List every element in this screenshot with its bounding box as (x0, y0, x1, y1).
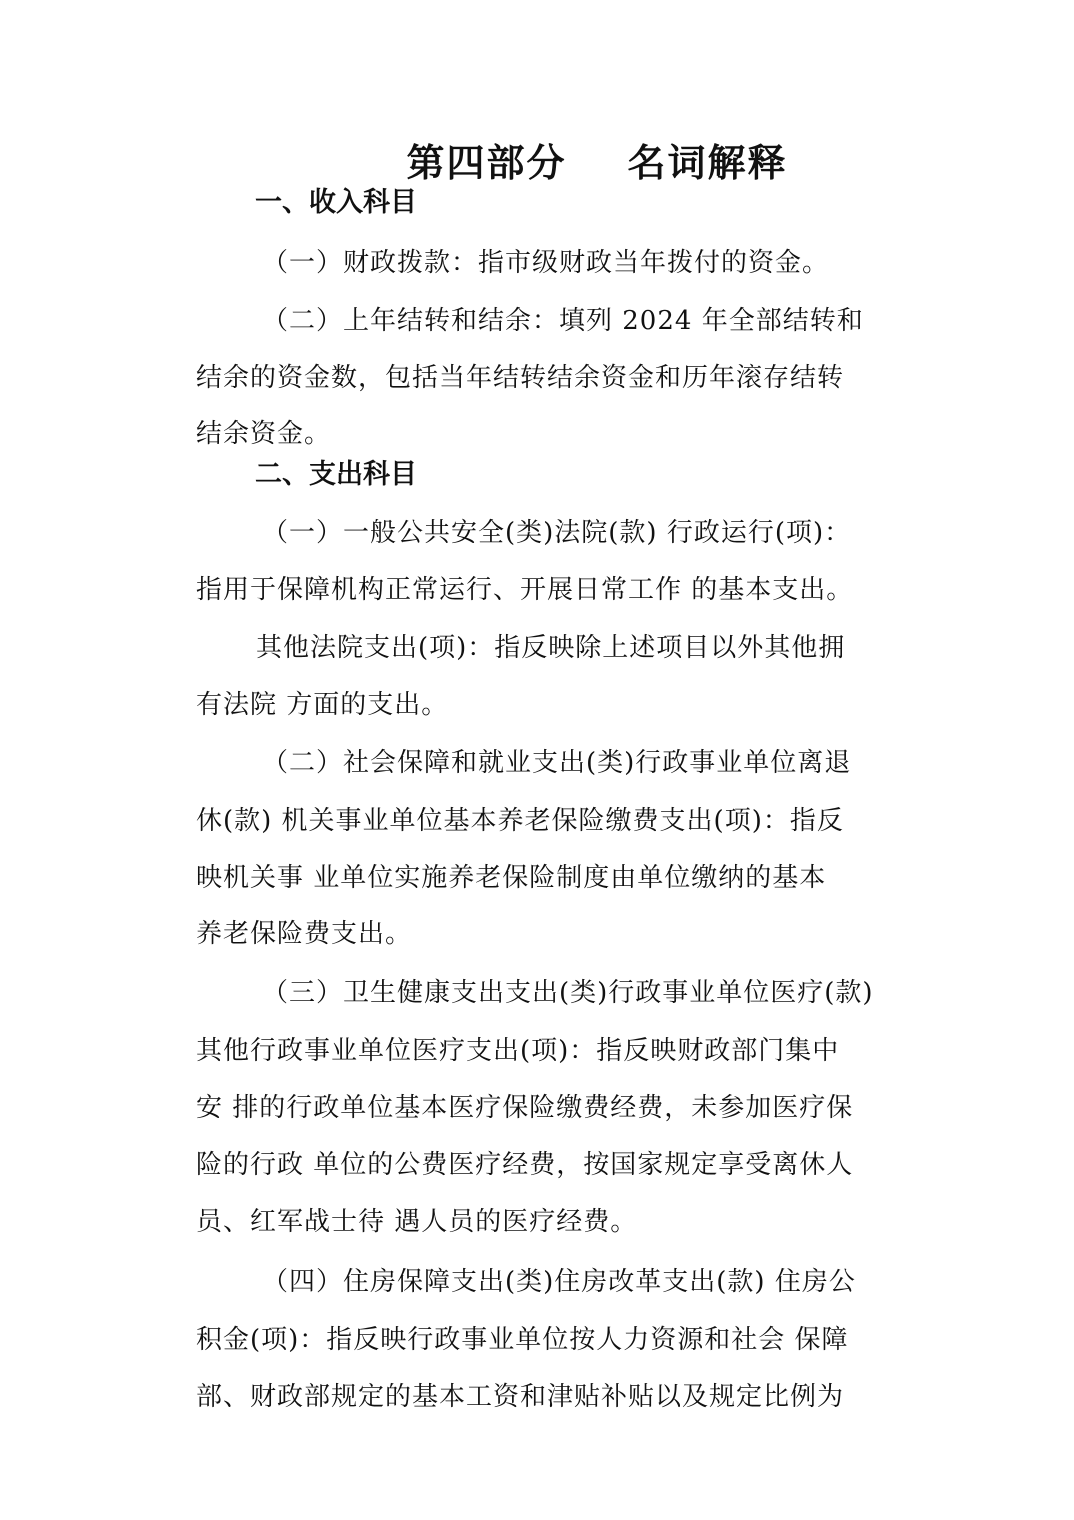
page-title: 第四部分 名词解释 (406, 141, 788, 185)
paragraph-line: 员、红军战士待 遇人员的医疗经费。 (196, 1207, 638, 1237)
paragraph-line: 结余资金。 (196, 419, 332, 449)
paragraph-line: （四）住房保障支出(类)住房改革支出(款) 住房公 (262, 1267, 856, 1297)
section-heading-expenditure: 二、支出科目 (255, 459, 417, 490)
paragraph-line: （二）社会保障和就业支出(类)行政事业单位离退 (262, 748, 852, 778)
paragraph-line: 其他法院支出(项)：指反映除上述项目以外其他拥 (256, 633, 846, 663)
paragraph-line: 映机关事 业单位实施养老保险制度由单位缴纳的基本 (196, 863, 827, 893)
section-heading-income: 一、收入科目 (255, 187, 417, 218)
paragraph-line: 其他行政事业单位医疗支出(项)：指反映财政部门集中 (196, 1036, 840, 1066)
paragraph-line: 安 排的行政单位基本医疗保险缴费经费，未参加医疗保 (196, 1093, 854, 1123)
paragraph-line: 险的行政 单位的公费医疗经费，按国家规定享受离休人 (196, 1150, 854, 1180)
paragraph-line: 养老保险费支出。 (196, 919, 413, 949)
paragraph-line: 有法院 方面的支出。 (196, 690, 449, 720)
paragraph-line: （三）卫生健康支出支出(类)行政事业单位医疗(款) (262, 978, 874, 1008)
paragraph-line: （一）一般公共安全(类)法院(款) 行政运行(项)： (262, 518, 852, 548)
paragraph-line: 休(款) 机关事业单位基本养老保险缴费支出(项)：指反 (196, 806, 844, 836)
paragraph-line: 结余的资金数，包括当年结转结余资金和历年滚存结转 (196, 363, 845, 393)
paragraph-line: 积金(项)：指反映行政事业单位按人力资源和社会 保障 (196, 1325, 849, 1355)
paragraph-line: 部、财政部规定的基本工资和津贴补贴以及规定比例为 (196, 1382, 845, 1412)
paragraph-line: （二）上年结转和结余：填列 2024 年全部结转和 (262, 306, 864, 336)
paragraph-line: 指用于保障机构正常运行、开展日常工作 的基本支出。 (196, 575, 854, 605)
paragraph-line: （一）财政拨款：指市级财政当年拨付的资金。 (262, 248, 830, 278)
